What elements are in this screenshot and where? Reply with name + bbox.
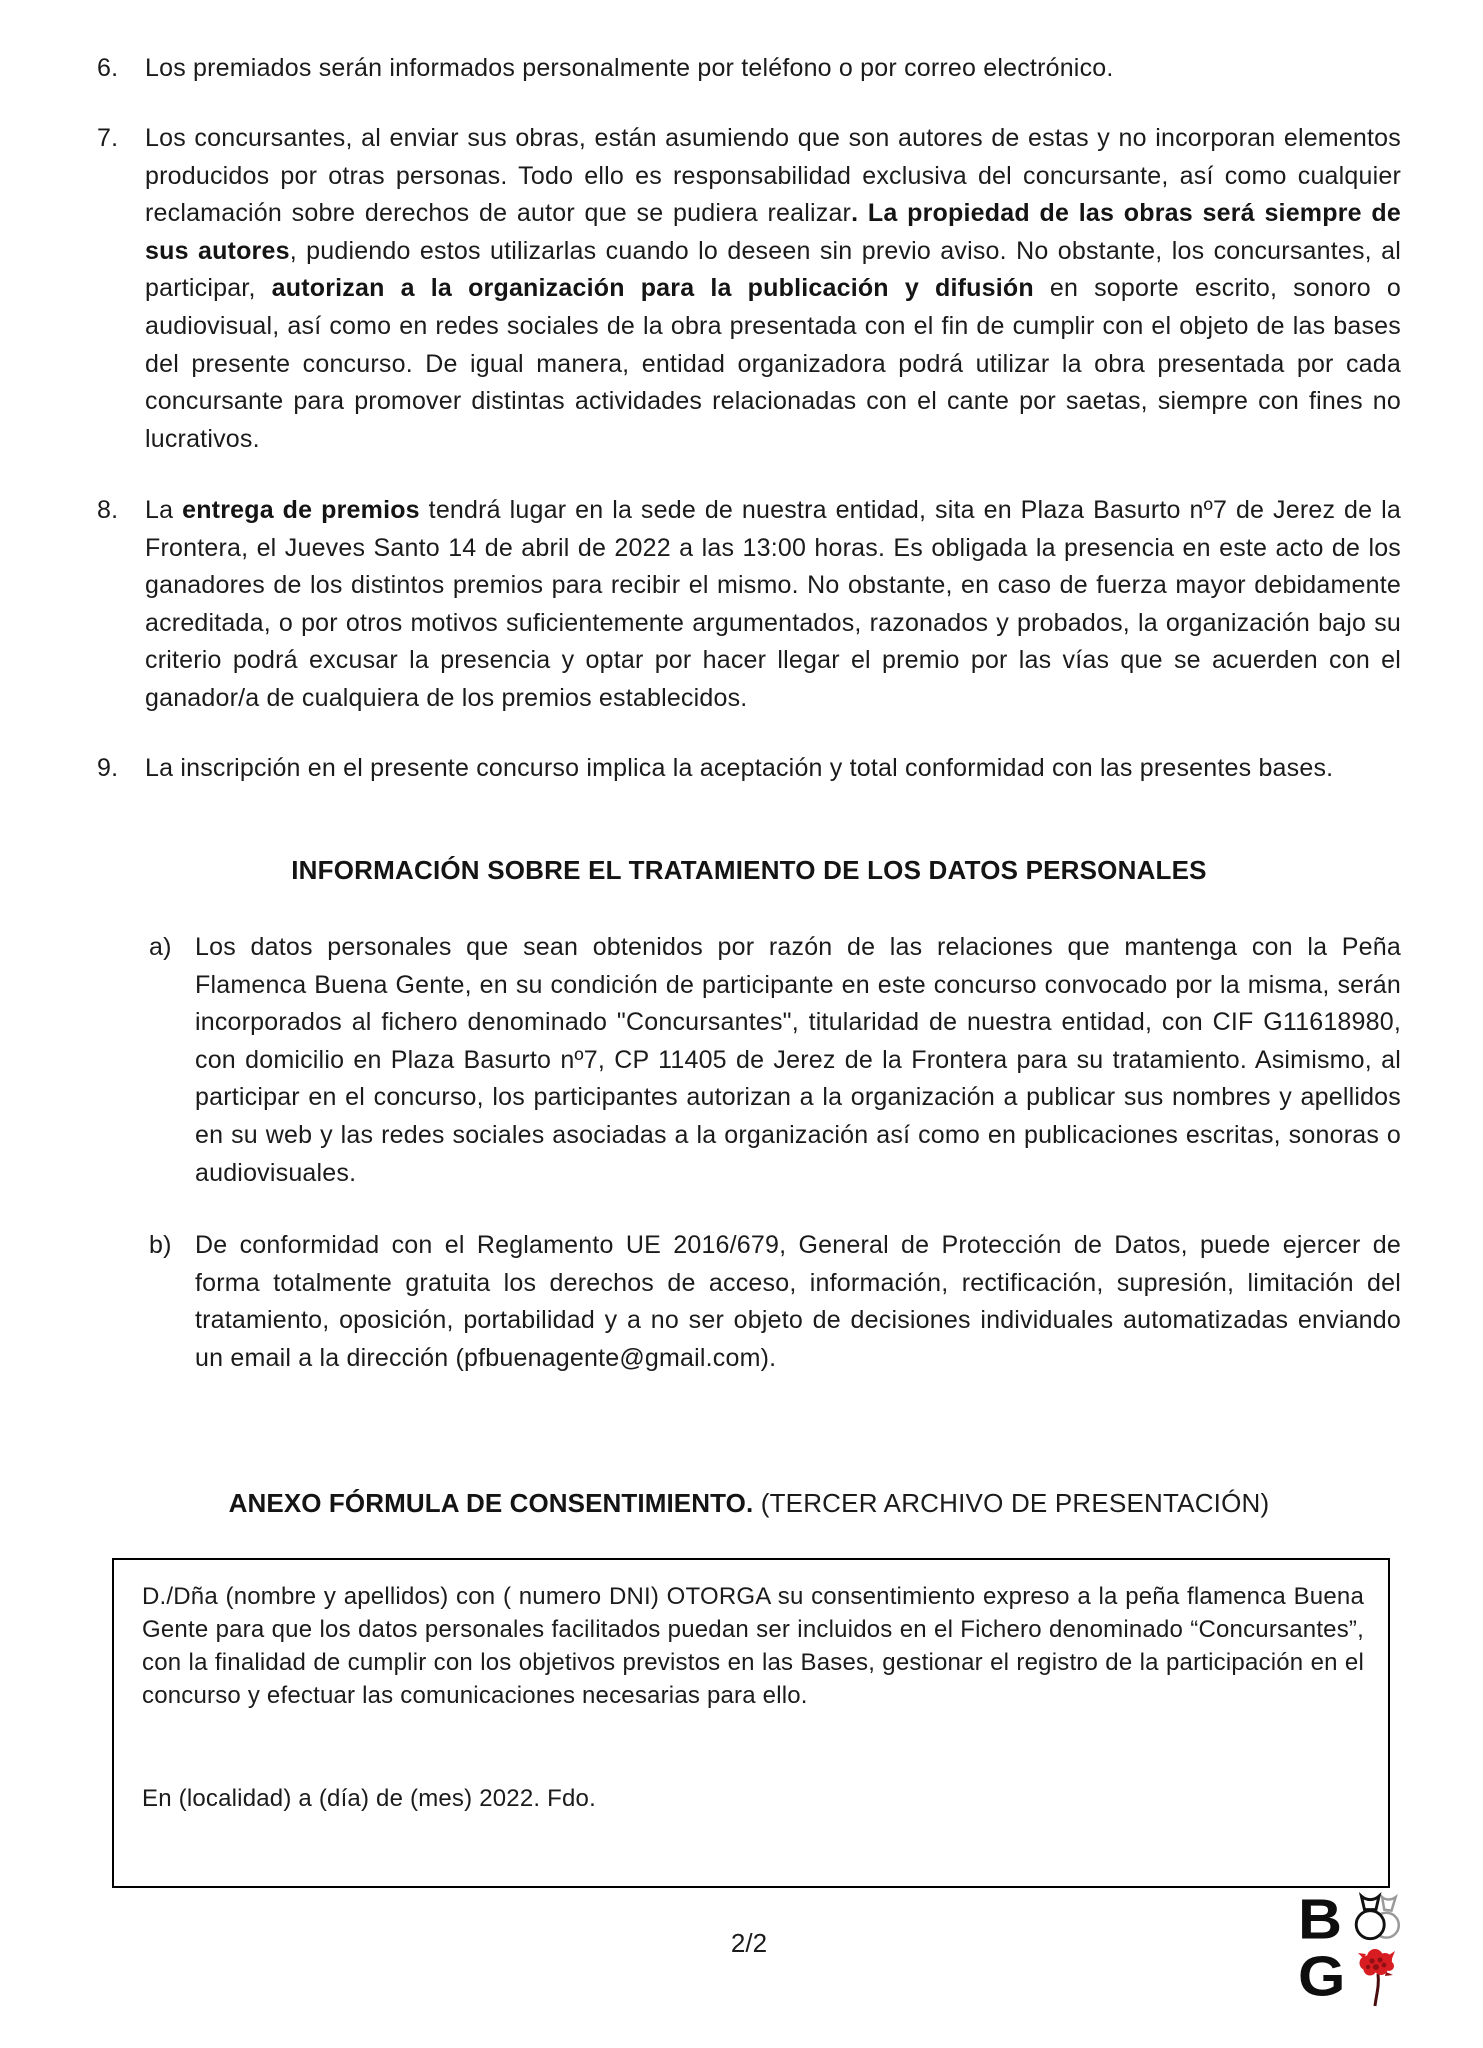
text-segment: Los concursantes, al enviar sus obras, están asumiendo que son autores de estas y no incorporan elementos producidos por otras personas. Todo ello es responsabilidad exclusiva del concursante, así como cualquier reclamación sobre derechos de autor que se pudiera realizar xyxy=(145,124,1401,228)
list-number: 7. xyxy=(97,124,119,152)
list-item-7 xyxy=(97,120,1401,458)
section-heading-datos-personales: INFORMACIÓN SOBRE EL TRATAMIENTO DE LOS DATOS PERSONALES xyxy=(291,855,1207,885)
text-segment: en soporte escrito, sonoro o audiovisual, así como en redes sociales de la obra presentada con el fin de cumplir con el objeto de las bases del presente concurso. De igual manera, entidad organizadora podrá utilizar la obra presentada por cada concursante para promover distintas actividades relacionadas con el cante por saetas, siempre con fines no lucrativos. xyxy=(145,274,1401,453)
jars-icon xyxy=(1354,1893,1402,1947)
list-item-8 xyxy=(97,492,1401,718)
bold-text-segment: . La propiedad de las obras será siempre de sus autores xyxy=(145,199,1401,265)
list-item-text: La inscripción en el presente concurso implica la aceptación y total conformidad con las presentes bases. xyxy=(145,754,1334,782)
list-item-text xyxy=(145,120,1401,458)
list-number: 8. xyxy=(97,496,119,524)
list-item-6 xyxy=(97,50,1401,88)
consent-formula-box xyxy=(112,1558,1390,1888)
list-item-text: Los premiados serán informados personalmente por teléfono o por correo electrónico. xyxy=(145,54,1114,82)
logo-letter-g: G xyxy=(1298,1944,1346,2008)
list-number: 9. xyxy=(97,754,119,782)
page-number: 2/2 xyxy=(730,1928,768,1958)
logo-letter-b: B xyxy=(1298,1887,1343,1951)
list-item-b xyxy=(97,1227,1401,1377)
text-segment: La xyxy=(145,496,183,524)
consent-paragraph: D./Dña (nombre y apellidos) con ( numero DNI) OTORGA su consentimiento expreso a la peña flamenca Buena Gente para que los datos personales facilitados puedan ser incluidos en el Fichero denominado “Concursantes”, con la finalidad de cumplir con los objetivos previstos en las Bases, gestionar el registro de la participación en el concurso y efectuar las comunicaciones necesarias para ello. xyxy=(142,1583,1364,1709)
annex-heading xyxy=(97,1485,1401,1523)
text-segment: tendrá lugar en la sede de nuestra entidad, sita en Plaza Basurto nº7 de Jerez de la Frontera, el Jueves Santo 14 de abril de 2022 a las 13:00 horas. Es obligada la presencia en este acto de los ganadores de los distintos premios para recibir el mismo. No obstante, en caso de fuerza mayor debidamente acreditada, o por otros motivos suficientemente argumentados, razonados y probados, la organización bajo su criterio podrá excusar la presencia y optar por hacer llegar el premio por las vías que se acuerden con el ganador/a de cualquiera de los premios establecidos. xyxy=(145,496,1401,712)
list-number: b) xyxy=(149,1231,172,1259)
bold-text-segment: autorizan a la organización para la publicación y difusión xyxy=(271,274,1034,303)
carnation-icon xyxy=(1354,1946,1400,2008)
list-item-text: Los datos personales que sean obtenidos por razón de las relaciones que mantenga con la Peña Flamenca Buena Gente, en su condición de participante en este concurso convocado por la misma, serán incorporados al fichero denominado "Concursantes", titularidad de nuestra entidad, con CIF G11618980, con domicilio en Plaza Basurto nº7, CP 11405 de Jerez de la Frontera para su tratamiento. Asimismo, al participar en el concurso, los participantes autorizan a la organización a publicar sus nombres y apellidos en su web y las redes sociales asociadas a la organización así como en publicaciones escritas, sonoras o audiovisuales. xyxy=(195,933,1401,1187)
text-segment: , pudiendo estos utilizarlas cuando lo deseen sin previo aviso. No obstante, los concursantes, al participar, xyxy=(145,236,1401,303)
list-number: 6. xyxy=(97,54,119,82)
annex-heading-rest: (TERCER ARCHIVO DE PRESENTACIÓN) xyxy=(753,1488,1270,1518)
list-item-a xyxy=(97,929,1401,1192)
annex-heading-bold: ANEXO FÓRMULA DE CONSENTIMIENTO. xyxy=(228,1488,754,1518)
signature-line: En (localidad) a (día) de (mes) 2022. Fdo. xyxy=(142,1785,596,1812)
list-item-text: De conformidad con el Reglamento UE 2016/679, General de Protección de Datos, puede ejercer de forma totalmente gratuita los derechos de acceso, información, rectificación, supresión, limitación del tratamiento, oposición, portabilidad y a no ser objeto de decisiones individuales automatizadas enviando un email a la dirección (pfbuenagente@gmail.com). xyxy=(195,1231,1401,1372)
buena-gente-logo xyxy=(1298,1887,1408,2008)
list-number: a) xyxy=(149,933,172,961)
list-item-9 xyxy=(97,750,1401,788)
list-item-text xyxy=(145,492,1401,718)
bold-text-segment: entrega de premios xyxy=(182,496,420,524)
